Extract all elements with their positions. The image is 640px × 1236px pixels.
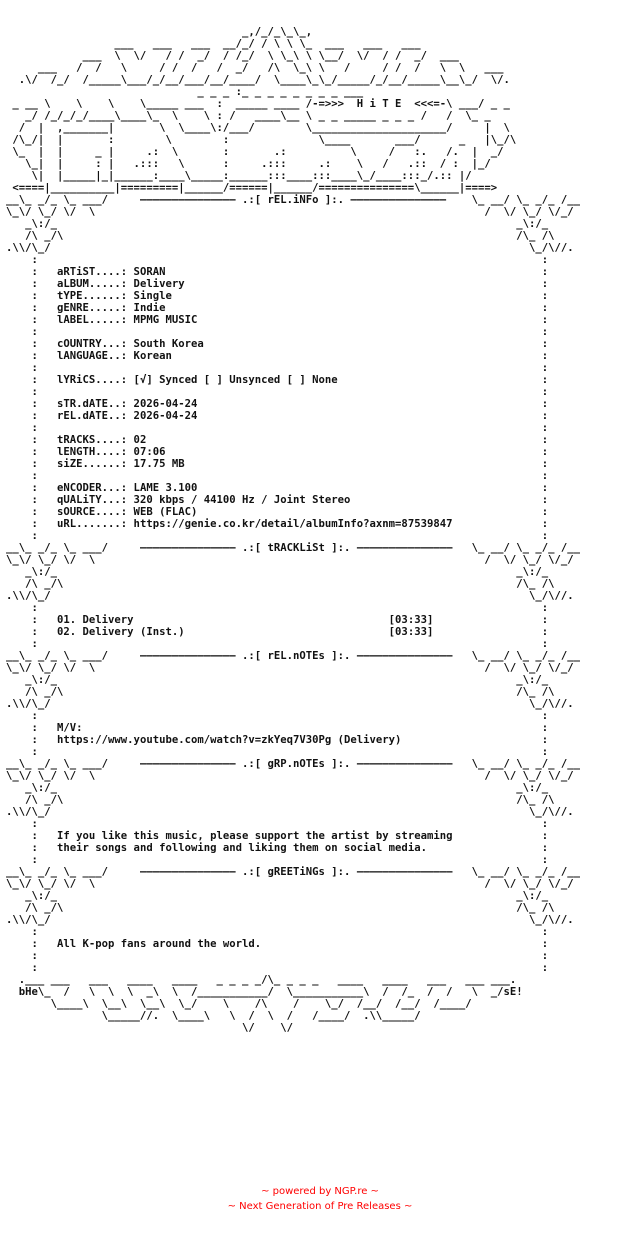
frame-border: :	[541, 434, 549, 446]
frame-border: :	[541, 938, 549, 950]
ascii-art-header: ___ / / \ / / / / _/ /\ \_\ \ / / / / \ \ ___	[6, 62, 504, 74]
ascii-art-header: .\/ /_/ /_____\___/_/__/___/__/____/ \____\_\_/_____/_/__/_____\__\_/ \/.	[6, 74, 510, 86]
ascii-separator-art: __\_ _/_ \_ ___/	[6, 866, 121, 878]
nfo-line: eNCODER...: LAME 3.100	[37, 482, 542, 494]
ascii-art-header: ___ \ \/ / / _/ / /_/ \ \_\ \ \__/ \/ / / _/ ___	[6, 50, 459, 62]
frame-border: :	[541, 626, 549, 638]
ascii-separator-art: /\ _/\ /\_ /\	[6, 230, 555, 242]
ascii-separator-art: /\ _/\ /\_ /\	[6, 794, 555, 806]
frame-border: : :	[6, 950, 549, 962]
ascii-separator-art: _\:/_ _\:/_	[6, 218, 549, 230]
nfo-line: siZE......: 17.75 MB	[37, 458, 542, 470]
nfo-line: their songs and following and liking them on social media.	[37, 842, 542, 854]
ascii-separator-art: _\:/_ _\:/_	[6, 566, 549, 578]
section-rule: ———————————————	[120, 650, 242, 662]
ascii-separator-art: __\_ _/_ \_ ___/	[6, 650, 121, 662]
nfo-line: 01. Delivery [03:33]	[37, 614, 542, 626]
frame-border: :	[541, 410, 549, 422]
ascii-separator-art: \_\/ \_/ \/ \ / \/ \_/ \/_/	[6, 662, 574, 674]
frame-border: :	[6, 734, 38, 746]
frame-border: : :	[6, 854, 549, 866]
frame-border: :	[6, 494, 38, 506]
frame-border: :	[6, 314, 38, 326]
frame-border: :	[6, 470, 38, 482]
frame-border: :	[6, 398, 38, 410]
ascii-separator-art: _\:/_ _\:/_	[6, 890, 549, 902]
footer	[0, 1184, 640, 1214]
frame-border: : :	[6, 602, 549, 614]
ascii-art-header: <====|__________|=========|______/======|______/===============\______|====>	[6, 182, 498, 194]
section-rule: ———————————————	[350, 542, 472, 554]
ascii-separator-art: /\ _/\ /\_ /\	[6, 578, 555, 590]
section-rule: ———————————————	[120, 758, 242, 770]
frame-border: :	[541, 350, 549, 362]
frame-border: :	[541, 842, 549, 854]
section-rule: ———————————————	[350, 758, 472, 770]
ascii-art-footer: bHe\_ / \ \ \ _\ \ /___________/ \___________\ / /_ / / \ _/sE!	[6, 986, 523, 998]
frame-border: : :	[6, 746, 549, 758]
ascii-separator-art: __\_ _/_ \_ ___/	[6, 194, 121, 206]
frame-border: :	[541, 458, 549, 470]
nfo-line: cOUNTRY...: South Korea	[37, 338, 542, 350]
ascii-separator-art: /\ _/\ /\_ /\	[6, 686, 555, 698]
section-rule: ———————————————	[350, 650, 472, 662]
section-title: .:[ tRACKLiSt ]:.	[242, 542, 351, 554]
frame-border: :	[541, 302, 549, 314]
ascii-art-header: /\_/| | : \ : \____ ___/ _ |\_/\	[6, 134, 517, 146]
frame-border: :	[541, 494, 549, 506]
frame-border: : :	[6, 710, 549, 722]
nfo-line: gENRE.....: Indie	[37, 302, 542, 314]
frame-border: :	[6, 830, 38, 842]
frame-border: :	[541, 386, 549, 398]
frame-border: :	[6, 362, 38, 374]
ascii-separator-art: .\\/\_/ \_/\//.	[6, 242, 574, 254]
ascii-art-header: \_| | : | .::: \ : .::: .: \ / .:: / : |_/	[6, 158, 491, 170]
frame-border: : :	[6, 530, 549, 542]
ascii-separator-art: .\\/\_/ \_/\//.	[6, 698, 574, 710]
nfo-line: rEL.dATE..: 2026-04-24	[37, 410, 542, 422]
nfo-line: tRACKS....: 02	[37, 434, 542, 446]
ascii-separator-art: \_\/ \_/ \/ \ / \/ \_/ \/_/	[6, 878, 574, 890]
frame-border: :	[6, 266, 38, 278]
ascii-separator-art: __\_ _/_ \_ ___/	[6, 758, 121, 770]
section-rule: ———————————————	[350, 866, 472, 878]
frame-border: : :	[6, 962, 549, 974]
nfo-line: sTR.dATE..: 2026-04-24	[37, 398, 542, 410]
nfo-line: lANGUAGE..: Korean	[37, 350, 542, 362]
section-title: .:[ rEL.nOTEs ]:.	[242, 650, 351, 662]
nfo-line: aRTiST....: SORAN	[37, 266, 542, 278]
nfo-line: 02. Delivery (Inst.) [03:33]	[37, 626, 542, 638]
frame-border: :	[541, 314, 549, 326]
ascii-separator-art: \_\/ \_/ \/ \ / \/ \_/ \/_/	[6, 770, 574, 782]
ascii-art-footer: \____\ \__\ \__\ \_/ \ /\ / \_/ /__/ /__/ /____/	[6, 998, 472, 1010]
frame-border: :	[6, 278, 38, 290]
ascii-art-header: / | ,_______| \ \____\:/___/ \_____________________/ | \	[6, 122, 510, 134]
frame-border: :	[541, 470, 549, 482]
frame-border: :	[6, 938, 38, 950]
frame-border: :	[541, 722, 549, 734]
ascii-art-header: _,/_/_\_\_,	[6, 26, 313, 38]
frame-border: : :	[6, 926, 549, 938]
nfo-line: All K-pop fans around the world.	[37, 938, 542, 950]
nfo-line: If you like this music, please support the artist by streaming	[37, 830, 542, 842]
frame-border: :	[6, 302, 38, 314]
section-title: .:[ gREETiNGs ]:.	[242, 866, 351, 878]
frame-border: :	[6, 518, 38, 530]
section-rule: ———————————————	[120, 194, 242, 206]
ascii-separator-art: /\ _/\ /\_ /\	[6, 902, 555, 914]
nfo-line: tYPE......: Single	[37, 290, 542, 302]
ascii-art-footer: .___ ___ ___ ____ ____ _ _ _ _/\_ _ _ _ ____ ____ ___ ___ ___.	[6, 974, 517, 986]
frame-border: :	[6, 338, 38, 350]
nfo-line: qUALiTY...: 320 kbps / 44100 Hz / Joint Stereo	[37, 494, 542, 506]
frame-border: : :	[6, 254, 549, 266]
footer-tagline: ~ Next Generation of Pre Releases ~	[227, 1201, 413, 1212]
frame-border: :	[541, 518, 549, 530]
nfo-line: lYRiCS....: [√] Synced [ ] Unsynced [ ] None	[37, 374, 542, 386]
frame-border: :	[541, 326, 549, 338]
frame-border: :	[6, 842, 38, 854]
frame-border: :	[6, 458, 38, 470]
frame-border: :	[6, 386, 38, 398]
frame-border: : :	[6, 818, 549, 830]
frame-border: :	[6, 374, 38, 386]
ascii-separator-art: _\:/_ _\:/_	[6, 782, 549, 794]
section-title: .:[ gRP.nOTEs ]:.	[242, 758, 351, 770]
ascii-separator-art: \_ __/ \_ _/_ /__	[471, 758, 581, 770]
ascii-separator-art: \_ __/ \_ _/_ /__	[471, 542, 581, 554]
nfo-line	[38, 386, 542, 398]
frame-border: :	[6, 290, 38, 302]
frame-border: :	[541, 362, 549, 374]
nfo-line: M/V:	[37, 722, 542, 734]
ascii-separator-art: \_ __/ \_ _/_ /__	[471, 650, 581, 662]
ascii-separator-art: __\_ _/_ \_ ___/	[6, 542, 121, 554]
nfo-line	[38, 422, 542, 434]
footer-powered-by[interactable]: ~ powered by NGP.re ~	[261, 1186, 379, 1197]
ascii-separator-art: .\\/\_/ \_/\//.	[6, 590, 574, 602]
frame-border: :	[541, 734, 549, 746]
frame-border: :	[541, 266, 549, 278]
frame-border: :	[6, 506, 38, 518]
frame-border: : :	[6, 638, 549, 650]
frame-border: :	[541, 830, 549, 842]
nfo-line	[38, 326, 542, 338]
frame-border: :	[541, 338, 549, 350]
frame-border: :	[541, 482, 549, 494]
nfo-line: lABEL.....: MPMG MUSIC	[37, 314, 542, 326]
ascii-art-footer: \/ \/	[6, 1022, 294, 1034]
ascii-art-header: \_ | | _ | .: \ : .: \ / :. /. | _/	[6, 146, 504, 158]
frame-border: :	[6, 626, 38, 638]
section-rule: ———————————————	[344, 194, 472, 206]
ascii-separator-art: \_\/ \_/ \/ \ / \/ \_/ \/_/	[6, 206, 574, 218]
frame-border: :	[6, 722, 38, 734]
frame-border: :	[6, 482, 38, 494]
section-rule: ———————————————	[120, 542, 242, 554]
nfo-line	[38, 362, 542, 374]
nfo-line: lENGTH....: 07:06	[37, 446, 542, 458]
nfo-line: https://www.youtube.com/watch?v=zkYeq7V30Pg (Delivery)	[37, 734, 542, 746]
ascii-separator-art: \_ __/ \_ _/_ /__	[471, 866, 581, 878]
frame-border: :	[541, 506, 549, 518]
ascii-art-header: _ __ \ \ \ \_____ ___ : _____ ____ /-=>>> H i T E <<<=-\ ___/ _ _	[6, 98, 510, 110]
frame-border: :	[541, 278, 549, 290]
nfo-line: sOURCE....: WEB (FLAC)	[37, 506, 542, 518]
ascii-separator-art: \_\/ \_/ \/ \ / \/ \_/ \/_/	[6, 554, 574, 566]
frame-border: :	[6, 422, 38, 434]
ascii-separator-art: _\:/_ _\:/_	[6, 674, 549, 686]
frame-border: :	[6, 410, 38, 422]
frame-border: :	[6, 614, 38, 626]
frame-border: :	[6, 434, 38, 446]
ascii-art-header: _ _ _ :_ _ _ _ _ _ _ _ ___	[6, 86, 364, 98]
nfo-line: uRL.......: https://genie.co.kr/detail/albumInfo?axnm=87539847	[37, 518, 542, 530]
frame-border: :	[541, 422, 549, 434]
section-rule: ———————————————	[120, 866, 242, 878]
section-title: .:[ rEL.iNFo ]:.	[242, 194, 345, 206]
frame-border: :	[541, 290, 549, 302]
nfo-line	[38, 470, 542, 482]
ascii-separator-art: .\\/\_/ \_/\//.	[6, 806, 574, 818]
nfo-line: aLBUM.....: Delivery	[37, 278, 542, 290]
frame-border: :	[6, 350, 38, 362]
ascii-art-header: _/ /_/_/_/____\____\_ \ \ : / ____\__ \ _ _ _____ _ _ _ / / \_ _	[6, 110, 491, 122]
ascii-art-header: \| |_____|_|______:____\_____:______:::____:::____\_/____:::_/.:: |/	[6, 170, 472, 182]
ascii-separator-art: \_ __/ \_ _/_ /__	[471, 194, 581, 206]
frame-border: :	[541, 374, 549, 386]
frame-border: :	[541, 398, 549, 410]
frame-border: :	[541, 614, 549, 626]
frame-border: :	[6, 446, 38, 458]
ascii-art-header: ___ ___ ___ __/_/ / \ \ \_ ___ ___ ___	[6, 38, 421, 50]
ascii-art-footer: \_____//. \____\ \ / \ / /____/ .\\_____/	[6, 1010, 421, 1022]
ascii-separator-art: .\\/\_/ \_/\//.	[6, 914, 574, 926]
frame-border: :	[541, 446, 549, 458]
frame-border: :	[6, 326, 38, 338]
